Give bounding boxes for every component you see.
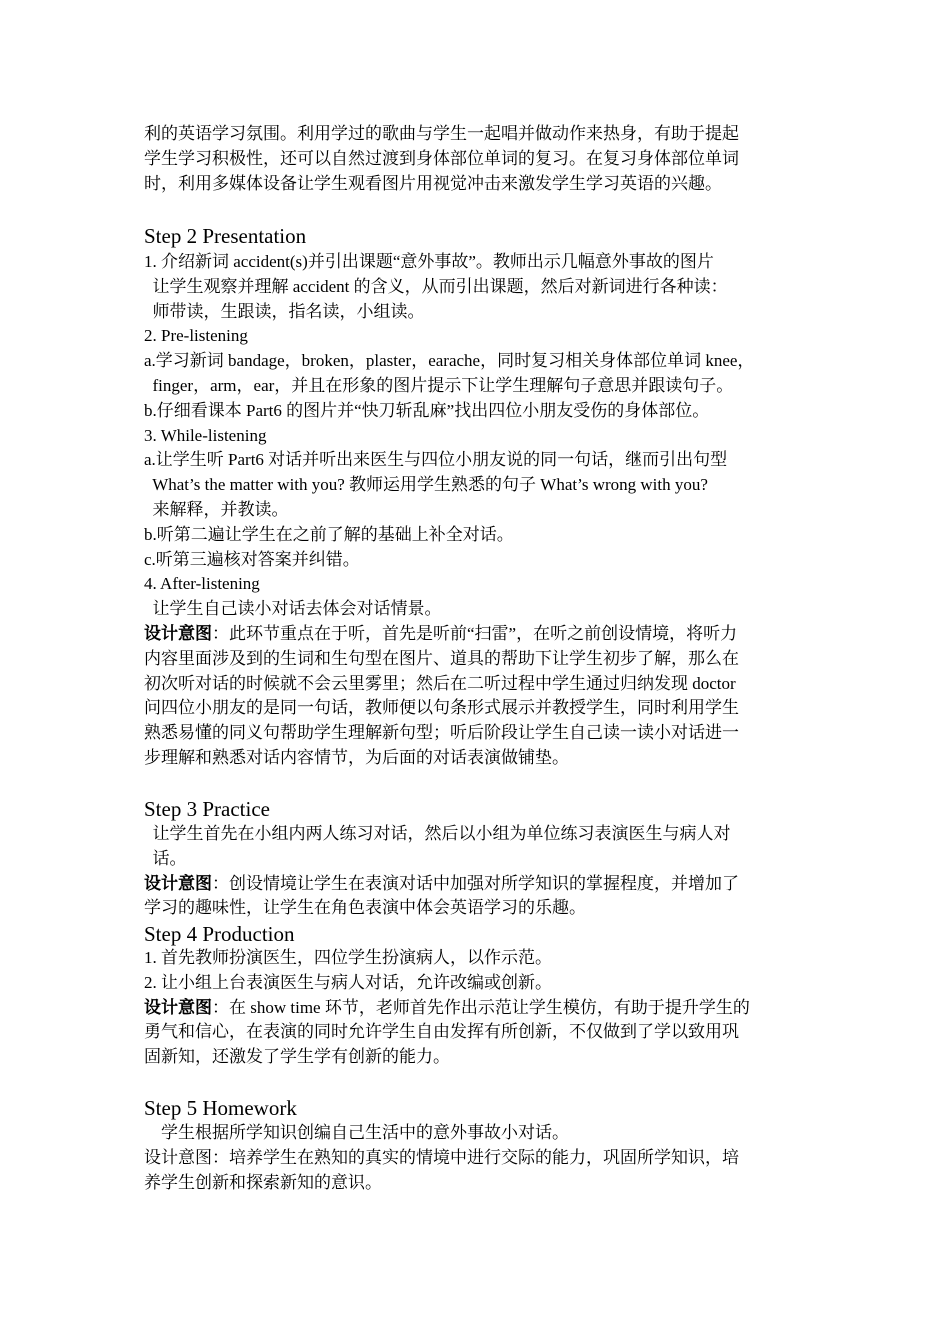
step3-line: 让学生首先在小组内两人练习对话，然后以小组为单位练习表演医生与病人对 — [144, 824, 731, 843]
intent-text: ：创设情境让学生在表演对话中加强对所学知识的掌握程度，并增加了 — [212, 873, 739, 893]
step5-line: 学生根据所学知识创编自己生活中的意外事故小对话。 — [144, 1123, 569, 1142]
step3-line: 话。 — [144, 848, 187, 868]
step3-intent-line: 学习的趣味性，让学生在角色表演中体会英语学习的乐趣。 — [144, 898, 586, 918]
step3-intent-line — [144, 872, 812, 897]
step2-line: 让学生自己读小对话去体会对话情景。 — [144, 599, 442, 619]
intent-text: ：此环节重点在于听，首先是听前“扫雷”，在听之前创设情境，将听力 — [212, 623, 738, 643]
step2-line: 4. After-listening — [144, 574, 260, 594]
step4-heading: Step 4 Production — [144, 922, 295, 946]
intent-label: 设计意图 — [144, 623, 212, 643]
step2-intent-line: 内容里面涉及到的生词和生句型在图片、道具的帮助下让学生初步了解，那么在 — [144, 648, 739, 668]
intent-text: ：在 show time 环节，老师首先作出示范让学生模仿，有助于提升学生的 — [212, 997, 750, 1017]
step2-intent-line: 问四位小朋友的是同一句话，教师便以句条形式展示并教授学生，同时利用学生 — [144, 698, 739, 718]
step2-line: 让学生观察并理解 accident 的含义，从而引出课题，然后对新词进行各种读： — [144, 276, 728, 296]
intent-label: 设计意图 — [144, 997, 212, 1017]
step2-line: 3. While-listening — [144, 425, 267, 445]
step2-intent-line: 步理解和熟悉对话内容情节，为后面的对话表演做铺垫。 — [144, 747, 569, 767]
step2-line: b.听第二遍让学生在之前了解的基础上补全对话。 — [144, 524, 514, 544]
step4-body — [144, 946, 812, 1070]
step2-line: What’s the matter with you? 教师运用学生熟悉的句子 What’s wrong with you? — [144, 475, 708, 495]
step2-line: a.学习新词 bandage，broken，plaster，earache，同时复习相关身体部位单词 knee， — [144, 351, 755, 371]
step5-line: 设计意图：培养学生在熟知的真实的情境中进行交际的能力，巩固所学知识，培 — [144, 1147, 739, 1167]
step2-intent-line: 初次听对话的时候就不会云里雾里；然后在二听过程中学生通过归纳发现 doctor — [144, 673, 736, 693]
step2-heading: Step 2 Presentation — [144, 224, 307, 248]
step4-intent-line: 勇气和信心，在表演的同时允许学生自由发挥有所创新，不仅做到了学以致用巩 — [144, 1022, 739, 1042]
intro-line: 学生学习积极性，还可以自然过渡到身体部位单词的复习。在复习身体部位单词 — [144, 148, 739, 168]
step4-line: 1. 首先教师扮演医生，四位学生扮演病人，以作示范。 — [144, 948, 552, 967]
step2-intent-line: 熟悉易懂的同义句帮助学生理解新句型；听后阶段让学生自己读一读小对话进一 — [144, 723, 739, 743]
step5-body — [144, 1121, 812, 1195]
step2-line: c.听第三遍核对答案并纠错。 — [144, 549, 360, 569]
step5-line: 养学生创新和探索新知的意识。 — [144, 1172, 382, 1192]
step3-heading: Step 3 Practice — [144, 797, 270, 821]
step2-intent-line — [144, 622, 812, 647]
step2-line: finger，arm，ear，并且在形象的图片提示下让学生理解句子意思并跟读句子。 — [144, 375, 734, 395]
intro-line: 利的英语学习氛围。利用学过的歌曲与学生一起唱并做动作来热身，有助于提起 — [144, 124, 739, 143]
intent-label: 设计意图 — [144, 873, 212, 893]
intro-line: 时，利用多媒体设备让学生观看图片用视觉冲击来激发学生学习英语的兴趣。 — [144, 173, 722, 193]
step2-line: b.仔细看课本 Part6 的图片并“快刀斩乱麻”找出四位小朋友受伤的身体部位。 — [144, 400, 710, 420]
step2-line: a.让学生听 Part6 对话并听出来医生与四位小朋友说的同一句话，继而引出句型 — [144, 450, 728, 470]
step2-line: 来解释，并教读。 — [144, 499, 289, 519]
step2-body — [144, 250, 812, 771]
step2-line: 师带读，生跟读，指名读，小组读。 — [144, 301, 425, 321]
intro-paragraph — [144, 122, 812, 196]
step2-line: 1. 介绍新词 accident(s)并引出课题“意外事故”。教师出示几幅意外事故的图片 — [144, 252, 714, 271]
step4-intent-line: 固新知，还激发了学生学有创新的能力。 — [144, 1047, 450, 1067]
step4-intent-line — [144, 996, 812, 1021]
step5-heading: Step 5 Homework — [144, 1096, 297, 1120]
step3-body — [144, 822, 812, 921]
step4-line: 2. 让小组上台表演医生与病人对话，允许改编或创新。 — [144, 972, 552, 992]
step2-line: 2. Pre-listening — [144, 326, 248, 346]
